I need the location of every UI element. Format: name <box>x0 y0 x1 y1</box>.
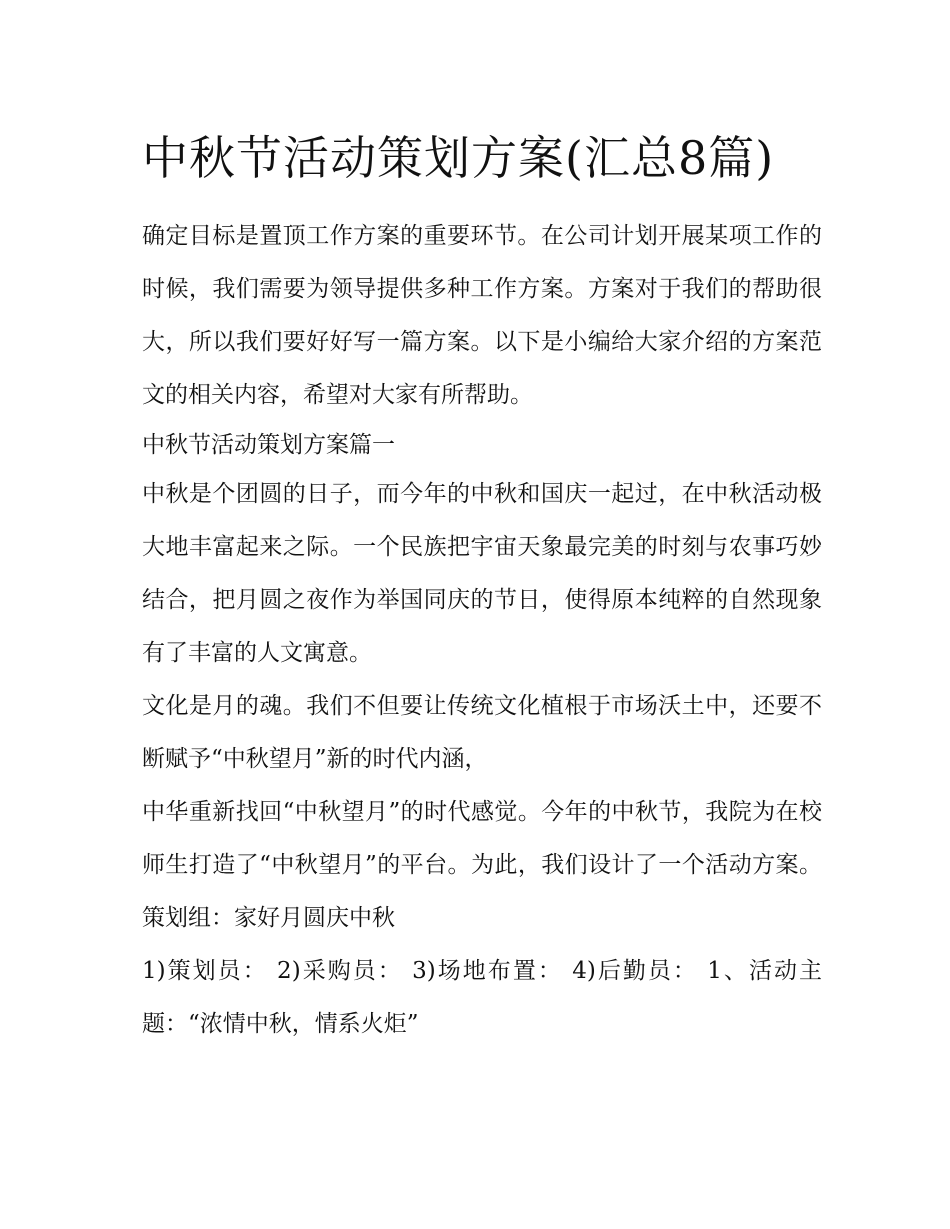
body-paragraph: 中秋是个团圆的日子，而今年的中秋和国庆一起过，在中秋活动极大地丰富起来之际。一个民族把宇宙天象最完美的时刻与农事巧妙结合，把月圆之夜作为举国同庆的节日，使得原本纯粹的自然现象有了丰富的人文寓意。 <box>142 481 822 666</box>
body-paragraph: 1)策划员： 2)采购员： 3)场地布置： 4)后勤员： 1、活动主题：“浓情中秋，情系火炬” <box>142 958 822 1037</box>
intro-paragraph: 确定目标是置顶工作方案的重要环节。在公司计划开展某项工作的时候，我们需要为领导提供多种工作方案。方案对于我们的帮助很大，所以我们要好好写一篇方案。以下是小编给大家介绍的方案范文的相关内容，希望对大家有所帮助。 <box>142 223 822 408</box>
document-page <box>142 118 822 1051</box>
section-heading: 中秋节活动策划方案篇一 <box>142 432 395 458</box>
body-paragraph: 文化是月的魂。我们不但要让传统文化植根于市场沃土中，还要不断赋予“中秋望月”新的时代内涵， <box>142 693 822 772</box>
body-paragraph: 中华重新找回“中秋望月”的时代感觉。今年的中秋节，我院为在校师生打造了“中秋望月”的平台。为此，我们设计了一个活动方案。 策划组：家好月圆庆中秋 <box>142 799 822 931</box>
document-title: 中秋节活动策划方案(汇总8篇) <box>142 131 775 185</box>
